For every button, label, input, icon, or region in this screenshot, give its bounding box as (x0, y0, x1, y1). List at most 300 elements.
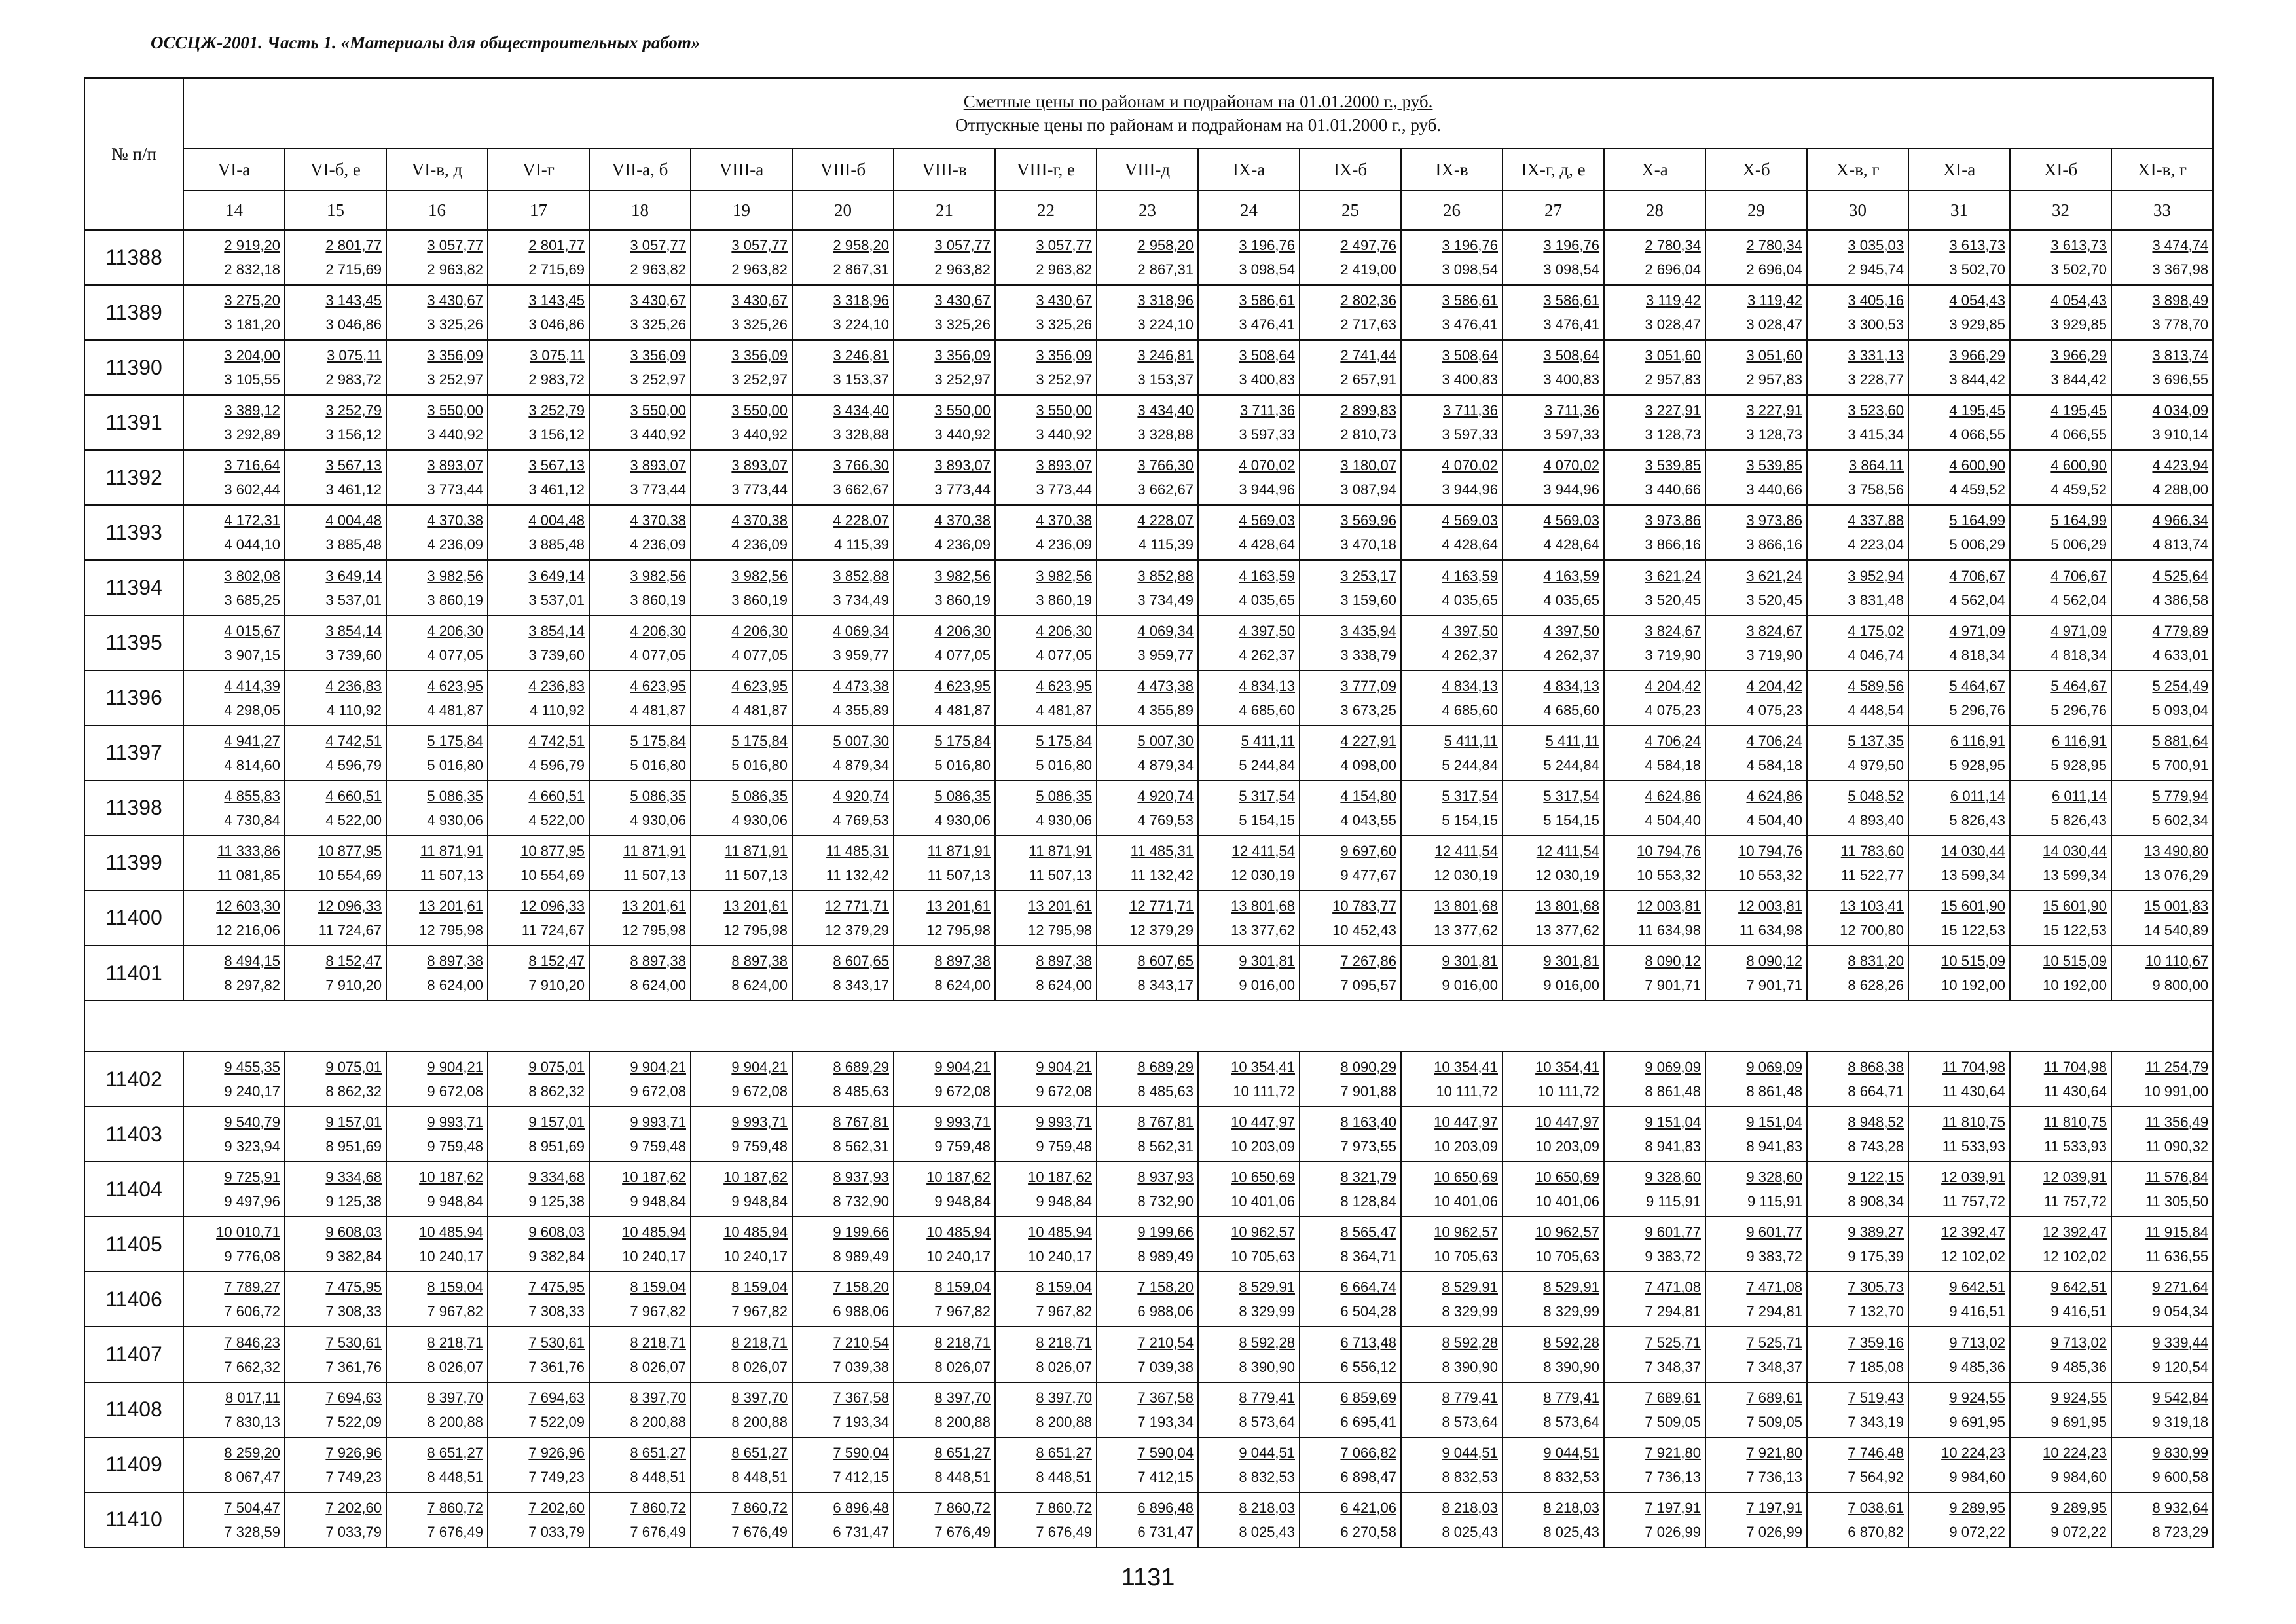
estimated-price: 9 542,84 (2152, 1389, 2209, 1406)
price-cell (589, 726, 691, 781)
estimated-price: 10 962,57 (1535, 1224, 1599, 1241)
price-cell (2010, 1382, 2111, 1437)
selling-price: 4 223,04 (1848, 536, 1904, 553)
district-header: VI-в, д (386, 149, 488, 191)
selling-price: 3 502,70 (2050, 261, 2107, 278)
selling-price: 11 305,50 (2145, 1193, 2209, 1210)
price-cell (1300, 1437, 1401, 1492)
selling-price: 4 522,00 (528, 811, 585, 828)
price-cell (1300, 285, 1401, 340)
estimated-price: 3 824,67 (1645, 622, 1701, 639)
selling-price: 9 477,67 (1340, 866, 1396, 883)
price-cell (1097, 1217, 1198, 1272)
price-cell (894, 1107, 995, 1162)
district-header: VI-а (183, 149, 285, 191)
selling-price: 9 800,00 (2152, 977, 2209, 994)
estimated-price: 3 569,96 (1340, 512, 1396, 529)
estimated-price: 5 317,54 (1442, 787, 1498, 804)
selling-price: 12 795,98 (622, 921, 686, 938)
selling-price: 9 759,48 (934, 1138, 991, 1155)
price-cell (285, 285, 386, 340)
price-cell (1705, 891, 1807, 946)
price-cell (1604, 285, 1705, 340)
estimated-price: 9 697,60 (1340, 842, 1396, 859)
price-cell (1097, 285, 1198, 340)
estimated-price: 3 430,67 (1036, 292, 1092, 309)
estimated-price: 9 334,68 (325, 1169, 382, 1186)
estimated-price: 3 864,11 (1848, 457, 1904, 474)
estimated-price: 8 868,38 (1848, 1059, 1904, 1076)
estimated-price: 2 919,20 (224, 237, 280, 254)
selling-price: 3 944,96 (1442, 481, 1498, 498)
table-row (84, 891, 2213, 946)
selling-price: 7 676,49 (1036, 1523, 1092, 1540)
selling-price: 3 224,10 (833, 316, 889, 333)
price-cell (691, 671, 792, 726)
selling-price: 7 736,13 (1746, 1468, 1802, 1485)
estimated-price: 10 447,97 (1434, 1114, 1498, 1131)
estimated-price: 8 529,91 (1543, 1279, 1599, 1296)
selling-prices-title: Отпускные цены по районам и подрайонам на 01.01.2000 г., руб. (955, 115, 1442, 135)
selling-price: 4 584,18 (1645, 756, 1701, 773)
column-number: 29 (1705, 191, 1807, 230)
estimated-price: 6 011,14 (2051, 787, 2107, 804)
estimated-price: 5 007,30 (833, 732, 889, 749)
price-cell (1401, 1217, 1503, 1272)
estimated-price: 3 405,16 (1848, 292, 1904, 309)
price-cell (1300, 891, 1401, 946)
price-cell (894, 1327, 995, 1382)
estimated-price: 15 601,90 (2043, 897, 2107, 914)
price-cell (1807, 836, 1908, 891)
estimated-price: 10 224,23 (2043, 1444, 2107, 1461)
price-cell (792, 505, 894, 560)
price-cell (1503, 450, 1604, 505)
selling-price: 3 292,89 (224, 426, 280, 443)
price-cell (1097, 616, 1198, 671)
estimated-price: 3 711,36 (1239, 402, 1295, 419)
item-code: 11405 (84, 1217, 183, 1272)
price-cell (488, 891, 589, 946)
selling-price: 3 325,26 (934, 316, 991, 333)
document-header: ОССЦЖ-2001. Часть 1. «Материалы для общестроительных работ» (151, 33, 701, 52)
price-cell (1503, 395, 1604, 450)
estimated-price: 4 172,31 (224, 512, 280, 529)
price-cell (589, 560, 691, 615)
selling-price: 4 236,09 (934, 536, 991, 553)
price-cell (1807, 781, 1908, 836)
estimated-price: 2 780,34 (1746, 237, 1802, 254)
selling-price: 12 102,02 (1941, 1248, 2005, 1265)
price-cell (183, 1437, 285, 1492)
estimated-price: 6 011,14 (1950, 787, 2005, 804)
price-cell (792, 1437, 894, 1492)
price-cell (894, 1382, 995, 1437)
selling-price: 9 125,38 (528, 1193, 585, 1210)
selling-price: 5 154,15 (1239, 811, 1295, 828)
selling-price: 10 452,43 (1332, 921, 1396, 938)
selling-price: 5 700,91 (2152, 756, 2209, 773)
selling-price: 2 717,63 (1340, 316, 1396, 333)
estimated-price: 3 075,11 (326, 347, 382, 364)
selling-price: 9 759,48 (630, 1138, 686, 1155)
estimated-price: 4 227,91 (1340, 732, 1396, 749)
selling-price: 13 599,34 (2043, 866, 2107, 883)
estimated-price: 3 119,42 (1645, 292, 1701, 309)
selling-price: 8 025,43 (1239, 1523, 1295, 1540)
price-cell (1097, 1492, 1198, 1547)
price-cell (1503, 781, 1604, 836)
selling-price: 13 599,34 (1941, 866, 2005, 883)
price-cell (183, 891, 285, 946)
estimated-price: 4 397,50 (1239, 622, 1295, 639)
selling-price: 4 596,79 (325, 756, 382, 773)
estimated-price: 8 218,03 (1543, 1499, 1599, 1516)
selling-price: 7 749,23 (325, 1468, 382, 1485)
estimated-price: 8 607,65 (833, 953, 889, 970)
estimated-price: 10 354,41 (1535, 1059, 1599, 1076)
selling-price: 4 930,06 (630, 811, 686, 828)
estimated-price: 4 397,50 (1442, 622, 1498, 639)
item-code: 11407 (84, 1327, 183, 1382)
price-cell (1401, 560, 1503, 615)
selling-price: 3 739,60 (325, 646, 382, 663)
price-cell (995, 230, 1097, 285)
selling-price: 7 676,49 (731, 1523, 788, 1540)
selling-price: 9 672,08 (427, 1083, 483, 1100)
column-number: 21 (894, 191, 995, 230)
district-header: X-а (1604, 149, 1705, 191)
price-cell (894, 891, 995, 946)
price-cell (2111, 836, 2213, 891)
selling-price: 3 156,12 (528, 426, 585, 443)
price-cell (894, 1217, 995, 1272)
estimated-price: 5 881,64 (2152, 732, 2209, 749)
price-cell (386, 230, 488, 285)
estimated-price: 3 356,09 (427, 347, 483, 364)
estimated-price: 9 271,64 (2152, 1279, 2209, 1296)
estimated-price: 8 397,70 (630, 1389, 686, 1406)
price-cell (792, 726, 894, 781)
selling-price: 6 870,82 (1848, 1523, 1904, 1540)
estimated-price: 4 206,30 (630, 622, 686, 639)
price-cell (894, 616, 995, 671)
estimated-price: 11 871,91 (1029, 842, 1092, 859)
estimated-price: 7 197,91 (1746, 1499, 1802, 1516)
selling-price: 7 412,15 (833, 1468, 889, 1485)
selling-price: 7 026,99 (1746, 1523, 1802, 1540)
estimated-price: 3 567,13 (528, 457, 585, 474)
price-cell (1198, 836, 1300, 891)
estimated-price: 3 508,64 (1239, 347, 1295, 364)
price-cell (1908, 230, 2010, 285)
price-cell (488, 836, 589, 891)
item-code: 11398 (84, 781, 183, 836)
estimated-price: 9 075,01 (325, 1059, 382, 1076)
price-cell (589, 836, 691, 891)
estimated-price: 4 206,30 (1036, 622, 1092, 639)
price-cell (1604, 1217, 1705, 1272)
selling-price: 7 033,79 (325, 1523, 382, 1540)
selling-price: 10 705,63 (1535, 1248, 1599, 1265)
price-cell (386, 1107, 488, 1162)
selling-price: 8 723,29 (2152, 1523, 2209, 1540)
selling-price: 4 504,40 (1746, 811, 1802, 828)
price-cell (1908, 1107, 2010, 1162)
price-cell (386, 836, 488, 891)
estimated-price: 7 158,20 (833, 1279, 889, 1296)
price-cell (1807, 340, 1908, 395)
selling-price: 4 633,01 (2152, 646, 2209, 663)
selling-price: 3 461,12 (325, 481, 382, 498)
estimated-price: 3 711,36 (1544, 402, 1599, 419)
selling-price: 3 860,19 (731, 591, 788, 608)
district-header: VI-б, е (285, 149, 386, 191)
estimated-price: 4 206,30 (427, 622, 483, 639)
selling-price: 3 325,26 (1036, 316, 1092, 333)
price-cell (2111, 891, 2213, 946)
price-cell (2010, 340, 2111, 395)
price-cell (1705, 1382, 1807, 1437)
price-cell (1705, 1272, 1807, 1327)
price-cell (1908, 395, 2010, 450)
estimated-price: 3 893,07 (731, 457, 788, 474)
estimated-price: 10 962,57 (1434, 1224, 1498, 1241)
estimated-price: 4 834,13 (1442, 677, 1498, 694)
selling-price: 3 400,83 (1239, 371, 1295, 388)
selling-price: 3 252,97 (731, 371, 788, 388)
estimated-price: 3 143,45 (528, 292, 585, 309)
selling-price: 5 244,84 (1543, 756, 1599, 773)
price-cell (183, 1492, 285, 1547)
estimated-price: 3 649,14 (325, 567, 382, 584)
estimated-price: 5 048,52 (1848, 787, 1904, 804)
price-cell (1300, 836, 1401, 891)
price-cell (1705, 1492, 1807, 1547)
selling-price: 3 440,92 (934, 426, 991, 443)
estimated-price: 2 958,20 (1137, 237, 1194, 254)
price-cell (1604, 946, 1705, 1001)
selling-price: 6 556,12 (1340, 1358, 1396, 1375)
price-cell (183, 1107, 285, 1162)
selling-price: 10 401,06 (1434, 1193, 1498, 1210)
estimated-price: 11 871,91 (927, 842, 991, 859)
estimated-price: 3 196,76 (1442, 237, 1498, 254)
column-number: 27 (1503, 191, 1604, 230)
selling-price: 8 026,07 (630, 1358, 686, 1375)
estimated-price: 11 871,91 (623, 842, 686, 859)
estimated-price: 13 103,41 (1840, 897, 1904, 914)
estimated-price: 4 004,48 (325, 512, 382, 529)
price-cell (488, 616, 589, 671)
district-header: IX-г, д, е (1503, 149, 1604, 191)
price-cell (589, 1492, 691, 1547)
selling-price: 8 390,90 (1442, 1358, 1498, 1375)
price-cell (285, 1107, 386, 1162)
estimated-price: 4 236,83 (325, 677, 382, 694)
estimated-prices-title: Сметные цены по районам и подрайонам на 01.01.2000 г., руб. (963, 92, 1433, 111)
estimated-price: 3 586,61 (1239, 292, 1295, 309)
column-number: 14 (183, 191, 285, 230)
price-cell (1705, 505, 1807, 560)
selling-price: 5 296,76 (1949, 701, 2005, 718)
price-cell (1503, 285, 1604, 340)
price-cell (894, 946, 995, 1001)
price-cell (386, 1162, 488, 1217)
selling-price: 4 879,34 (1137, 756, 1194, 773)
estimated-price: 3 508,64 (1543, 347, 1599, 364)
price-cell (1807, 1162, 1908, 1217)
estimated-price: 8 218,71 (427, 1334, 483, 1351)
selling-price: 9 054,34 (2152, 1303, 2209, 1320)
estimated-price: 7 202,60 (528, 1499, 585, 1516)
estimated-price: 5 254,49 (2152, 677, 2209, 694)
estimated-price: 5 464,67 (1949, 677, 2005, 694)
price-cell (2111, 671, 2213, 726)
price-cell (995, 1107, 1097, 1162)
estimated-price: 8 651,27 (630, 1444, 686, 1461)
selling-price: 6 731,47 (833, 1523, 889, 1540)
price-cell (2010, 1437, 2111, 1492)
selling-price: 10 553,32 (1637, 866, 1701, 883)
estimated-price: 10 485,94 (723, 1224, 788, 1241)
estimated-price: 6 421,06 (1340, 1499, 1396, 1516)
price-cell (285, 450, 386, 505)
district-header: X-б (1705, 149, 1807, 191)
estimated-price: 3 356,09 (1036, 347, 1092, 364)
price-cell (1604, 781, 1705, 836)
selling-price: 3 831,48 (1848, 591, 1904, 608)
selling-price: 3 153,37 (1137, 371, 1194, 388)
estimated-price: 8 397,70 (1036, 1389, 1092, 1406)
selling-price: 4 077,05 (630, 646, 686, 663)
estimated-price: 3 567,13 (325, 457, 382, 474)
price-cell (691, 1382, 792, 1437)
selling-price: 4 110,92 (326, 701, 382, 718)
estimated-price: 13 201,61 (622, 897, 686, 914)
estimated-price: 4 941,27 (224, 732, 280, 749)
price-cell (589, 1217, 691, 1272)
price-cell (285, 616, 386, 671)
table-row (84, 1162, 2213, 1217)
column-number: 32 (2010, 191, 2111, 230)
estimated-price: 3 952,94 (1848, 567, 1904, 584)
estimated-price: 3 430,67 (934, 292, 991, 309)
estimated-price: 9 301,81 (1239, 953, 1295, 970)
price-cell (1503, 836, 1604, 891)
selling-price: 4 685,60 (1442, 701, 1498, 718)
price-cell (386, 1052, 488, 1107)
estimated-price: 6 664,74 (1340, 1279, 1396, 1296)
price-cell (386, 395, 488, 450)
selling-price: 11 132,42 (1130, 866, 1194, 883)
estimated-price: 5 411,11 (1241, 732, 1295, 749)
estimated-price: 4 370,38 (731, 512, 788, 529)
estimated-price: 2 958,20 (833, 237, 889, 254)
item-code: 11391 (84, 395, 183, 450)
selling-price: 4 930,06 (934, 811, 991, 828)
estimated-price: 3 227,91 (1746, 402, 1802, 419)
price-cell (1807, 726, 1908, 781)
selling-price: 4 262,37 (1442, 646, 1498, 663)
selling-price: 4 075,23 (1645, 701, 1701, 718)
price-cell (2010, 1052, 2111, 1107)
estimated-price: 9 328,60 (1645, 1169, 1701, 1186)
column-number: 25 (1300, 191, 1401, 230)
price-cell (2010, 1492, 2111, 1547)
estimated-price: 9 540,79 (224, 1114, 280, 1131)
estimated-price: 3 550,00 (934, 402, 991, 419)
estimated-price: 8 090,29 (1340, 1059, 1396, 1076)
estimated-price: 7 066,82 (1340, 1444, 1396, 1461)
price-cell (691, 1272, 792, 1327)
selling-price: 3 224,10 (1137, 316, 1194, 333)
selling-price: 7 132,70 (1848, 1303, 1904, 1320)
selling-price: 7 967,82 (1036, 1303, 1092, 1320)
price-cell (386, 1382, 488, 1437)
selling-price: 8 562,31 (1137, 1138, 1194, 1155)
price-cell (995, 726, 1097, 781)
estimated-price: 15 001,83 (2144, 897, 2209, 914)
price-cell (2010, 230, 2111, 285)
selling-price: 3 128,73 (1645, 426, 1701, 443)
selling-price: 9 672,08 (934, 1083, 991, 1100)
estimated-price: 4 966,34 (2152, 512, 2209, 529)
selling-price: 8 573,64 (1239, 1413, 1295, 1430)
item-code: 11400 (84, 891, 183, 946)
price-cell (2111, 616, 2213, 671)
estimated-price: 9 199,66 (833, 1224, 889, 1241)
item-code: 11402 (84, 1052, 183, 1107)
price-cell (1705, 616, 1807, 671)
selling-price: 10 240,17 (622, 1248, 686, 1265)
selling-price: 4 459,52 (1949, 481, 2005, 498)
price-cell (1097, 891, 1198, 946)
selling-price: 13 377,62 (1535, 921, 1599, 938)
price-cell (1807, 1107, 1908, 1162)
column-number: 19 (691, 191, 792, 230)
selling-price: 9 759,48 (1036, 1138, 1092, 1155)
selling-price: 11 430,64 (1942, 1083, 2005, 1100)
selling-price: 4 115,39 (1138, 536, 1194, 553)
selling-price: 3 476,41 (1239, 316, 1295, 333)
price-cell (995, 1162, 1097, 1217)
selling-price: 8 941,83 (1645, 1138, 1701, 1155)
price-cell (285, 560, 386, 615)
selling-price: 3 959,77 (833, 646, 889, 663)
price-cell (1908, 836, 2010, 891)
price-cell (285, 230, 386, 285)
price-cell (285, 1382, 386, 1437)
estimated-price: 7 860,72 (934, 1499, 991, 1516)
selling-price: 9 115,91 (1747, 1193, 1802, 1210)
price-cell (691, 891, 792, 946)
selling-price: 3 461,12 (528, 481, 585, 498)
column-number: 23 (1097, 191, 1198, 230)
price-cell (1300, 505, 1401, 560)
estimated-price: 7 210,54 (833, 1334, 889, 1351)
estimated-price: 2 801,77 (528, 237, 585, 254)
estimated-price: 5 164,99 (2050, 512, 2107, 529)
estimated-price: 11 871,91 (420, 842, 483, 859)
price-cell (1604, 1492, 1705, 1547)
price-cell (792, 1327, 894, 1382)
selling-price: 7 973,55 (1340, 1138, 1396, 1155)
price-cell (386, 781, 488, 836)
price-cell (1401, 1492, 1503, 1547)
estimated-price: 7 158,20 (1137, 1279, 1194, 1296)
selling-price: 8 026,07 (427, 1358, 483, 1375)
